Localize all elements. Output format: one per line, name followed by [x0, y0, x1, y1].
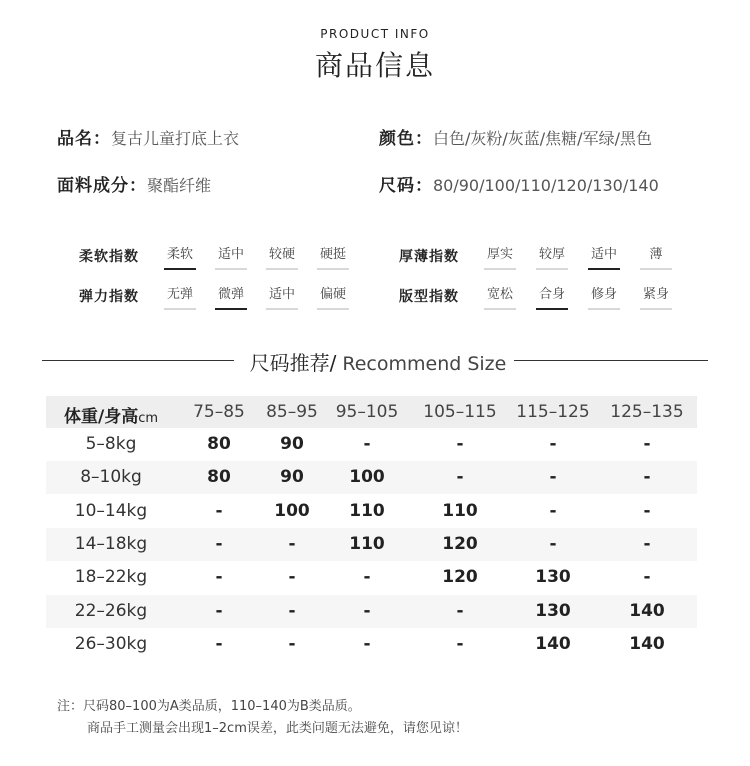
table-header-unit: cm	[138, 411, 159, 426]
info-fabric-label: 面料成分：	[57, 176, 147, 196]
elasticity-option-0[interactable]	[164, 286, 196, 310]
table-cell-size: -	[643, 534, 651, 554]
table-cell-size: -	[643, 434, 651, 454]
softness-option-label: 柔软	[166, 247, 193, 262]
table-cell-size: -	[288, 534, 296, 554]
table-cell-size: 90	[280, 434, 304, 454]
fit-option-label: 紧身	[642, 287, 669, 302]
fit-option-3[interactable]	[640, 286, 672, 310]
header-cn-title: 商品信息	[314, 49, 435, 82]
table-cell-size: -	[643, 467, 651, 487]
table-cell-size: 90	[280, 467, 304, 487]
table-cell-size: -	[549, 501, 557, 521]
recommend-title-en: Recommend Size	[342, 353, 507, 375]
table-cell-size: -	[288, 634, 296, 654]
table-cell-size: -	[643, 567, 651, 587]
elasticity-option-underline	[266, 308, 298, 310]
thickness-option-3[interactable]	[640, 246, 672, 270]
elasticity-option-3[interactable]	[317, 286, 349, 310]
table-cell-size: -	[363, 601, 371, 621]
softness-option-0[interactable]	[164, 246, 196, 270]
thickness-option-underline	[588, 268, 620, 270]
elasticity-option-label: 微弹	[217, 287, 244, 302]
table-cell-size: -	[549, 434, 557, 454]
fit-option-1[interactable]	[536, 286, 568, 310]
info-fabric	[57, 171, 211, 196]
recommend-title-cn: 尺码推荐/	[244, 351, 343, 375]
note-line-2: 商品手工测量会出现1–2cm误差，此类问题无法避免，请您见谅！	[87, 721, 468, 736]
table-cell-size: 120	[442, 534, 478, 554]
thickness-option-label: 薄	[649, 247, 663, 262]
info-name	[57, 124, 239, 149]
table-cell-size: 80	[207, 467, 231, 487]
elasticity-index-label: 弹力指数	[79, 289, 139, 305]
table-cell-size: 140	[629, 634, 665, 654]
fit-option-label: 宽松	[486, 287, 513, 302]
table-cell-size: -	[549, 467, 557, 487]
thickness-option-1[interactable]	[536, 246, 568, 270]
header-en-title: PRODUCT INFO	[320, 27, 430, 41]
fit-option-2[interactable]	[588, 286, 620, 310]
table-header-weight-height	[51, 402, 171, 427]
table-cell-size: 80	[207, 434, 231, 454]
table-header-height: 105–115	[423, 402, 497, 422]
info-size-value: 80/90/100/110/120/130/140	[433, 176, 659, 195]
softness-option-underline	[215, 268, 247, 270]
table-header-height: 95–105	[335, 402, 399, 422]
softness-option-3[interactable]	[317, 246, 349, 270]
elasticity-option-1[interactable]	[215, 286, 247, 310]
softness-option-underline	[317, 268, 349, 270]
info-color-label: 颜色：	[379, 129, 433, 149]
softness-option-2[interactable]	[266, 246, 298, 270]
table-cell-size: -	[363, 634, 371, 654]
table-cell-size: -	[456, 467, 464, 487]
thickness-option-label: 较厚	[538, 247, 565, 262]
info-size-label: 尺码：	[379, 176, 433, 196]
table-row-weight: 22–26kg	[74, 601, 148, 621]
fit-option-underline	[484, 308, 516, 310]
fit-option-label: 合身	[538, 287, 565, 302]
info-fabric-value: 聚酯纤维	[147, 176, 212, 195]
fit-option-underline	[640, 308, 672, 310]
table-cell-size: 140	[629, 601, 665, 621]
table-cell-size: 110	[442, 501, 478, 521]
table-header-height: 115–125	[516, 402, 590, 422]
table-cell-size: 130	[535, 567, 571, 587]
table-header-height: 85–95	[266, 402, 318, 422]
table-cell-size: 140	[535, 634, 571, 654]
table-header-height: 75–85	[193, 402, 245, 422]
table-row-weight: 14–18kg	[74, 534, 148, 554]
fit-option-label: 修身	[590, 287, 617, 302]
table-cell-size: -	[549, 534, 557, 554]
table-cell-size: -	[215, 601, 223, 621]
table-header-height: 125–135	[610, 402, 684, 422]
info-color-value: 白色/灰粉/灰蓝/焦糖/军绿/黑色	[433, 129, 652, 148]
thickness-option-label: 适中	[590, 247, 617, 262]
table-cell-size: -	[456, 434, 464, 454]
table-cell-size: -	[363, 434, 371, 454]
softness-index-label: 柔软指数	[79, 249, 139, 265]
table-row-weight: 5–8kg	[85, 434, 137, 454]
table-cell-size: -	[456, 634, 464, 654]
table-row-weight: 10–14kg	[74, 501, 148, 521]
softness-option-1[interactable]	[215, 246, 247, 270]
thickness-option-label: 厚实	[486, 247, 513, 262]
softness-option-underline	[164, 268, 196, 270]
table-row-weight: 26–30kg	[74, 634, 148, 654]
table-cell-size: -	[643, 501, 651, 521]
table-cell-size: -	[215, 567, 223, 587]
thickness-option-0[interactable]	[484, 246, 516, 270]
note-line-1: 注：尺码80–100为A类品质，110–140为B类品质。	[57, 699, 361, 714]
table-cell-size: -	[363, 567, 371, 587]
thickness-option-2[interactable]	[588, 246, 620, 270]
thickness-index-label: 厚薄指数	[399, 249, 459, 265]
elasticity-option-label: 无弹	[166, 287, 193, 302]
thickness-option-underline	[484, 268, 516, 270]
info-color	[379, 124, 652, 149]
softness-option-label: 适中	[217, 247, 244, 262]
elasticity-option-underline	[215, 308, 247, 310]
table-cell-size: 110	[349, 534, 385, 554]
fit-index-label: 版型指数	[399, 289, 459, 305]
table-cell-size: -	[215, 501, 223, 521]
softness-option-underline	[266, 268, 298, 270]
table-cell-size: 110	[349, 501, 385, 521]
softness-option-label: 硬挺	[319, 247, 346, 262]
info-name-value: 复古儿童打底上衣	[111, 129, 240, 148]
table-cell-size: -	[215, 634, 223, 654]
fit-option-underline	[536, 308, 568, 310]
table-row-weight: 8–10kg	[80, 467, 142, 487]
thickness-option-underline	[536, 268, 568, 270]
elasticity-option-underline	[164, 308, 196, 310]
table-cell-size: -	[456, 601, 464, 621]
table-cell-size: -	[288, 567, 296, 587]
softness-option-label: 较硬	[268, 247, 295, 262]
table-cell-size: 120	[442, 567, 478, 587]
fit-option-0[interactable]	[484, 286, 516, 310]
thickness-option-underline	[640, 268, 672, 270]
elasticity-option-label: 适中	[268, 287, 295, 302]
elasticity-option-underline	[317, 308, 349, 310]
fit-option-underline	[588, 308, 620, 310]
table-cell-size: -	[215, 534, 223, 554]
table-cell-size: 100	[274, 501, 310, 521]
table-row-weight: 18–22kg	[74, 567, 148, 587]
table-header-main: 体重/身高	[63, 407, 139, 427]
info-size	[379, 171, 659, 196]
info-name-label: 品名：	[57, 129, 111, 149]
recommend-size-title	[0, 347, 750, 376]
table-cell-size: -	[288, 601, 296, 621]
elasticity-option-2[interactable]	[266, 286, 298, 310]
table-cell-size: 130	[535, 601, 571, 621]
table-cell-size: 100	[349, 467, 385, 487]
elasticity-option-label: 偏硬	[319, 287, 346, 302]
